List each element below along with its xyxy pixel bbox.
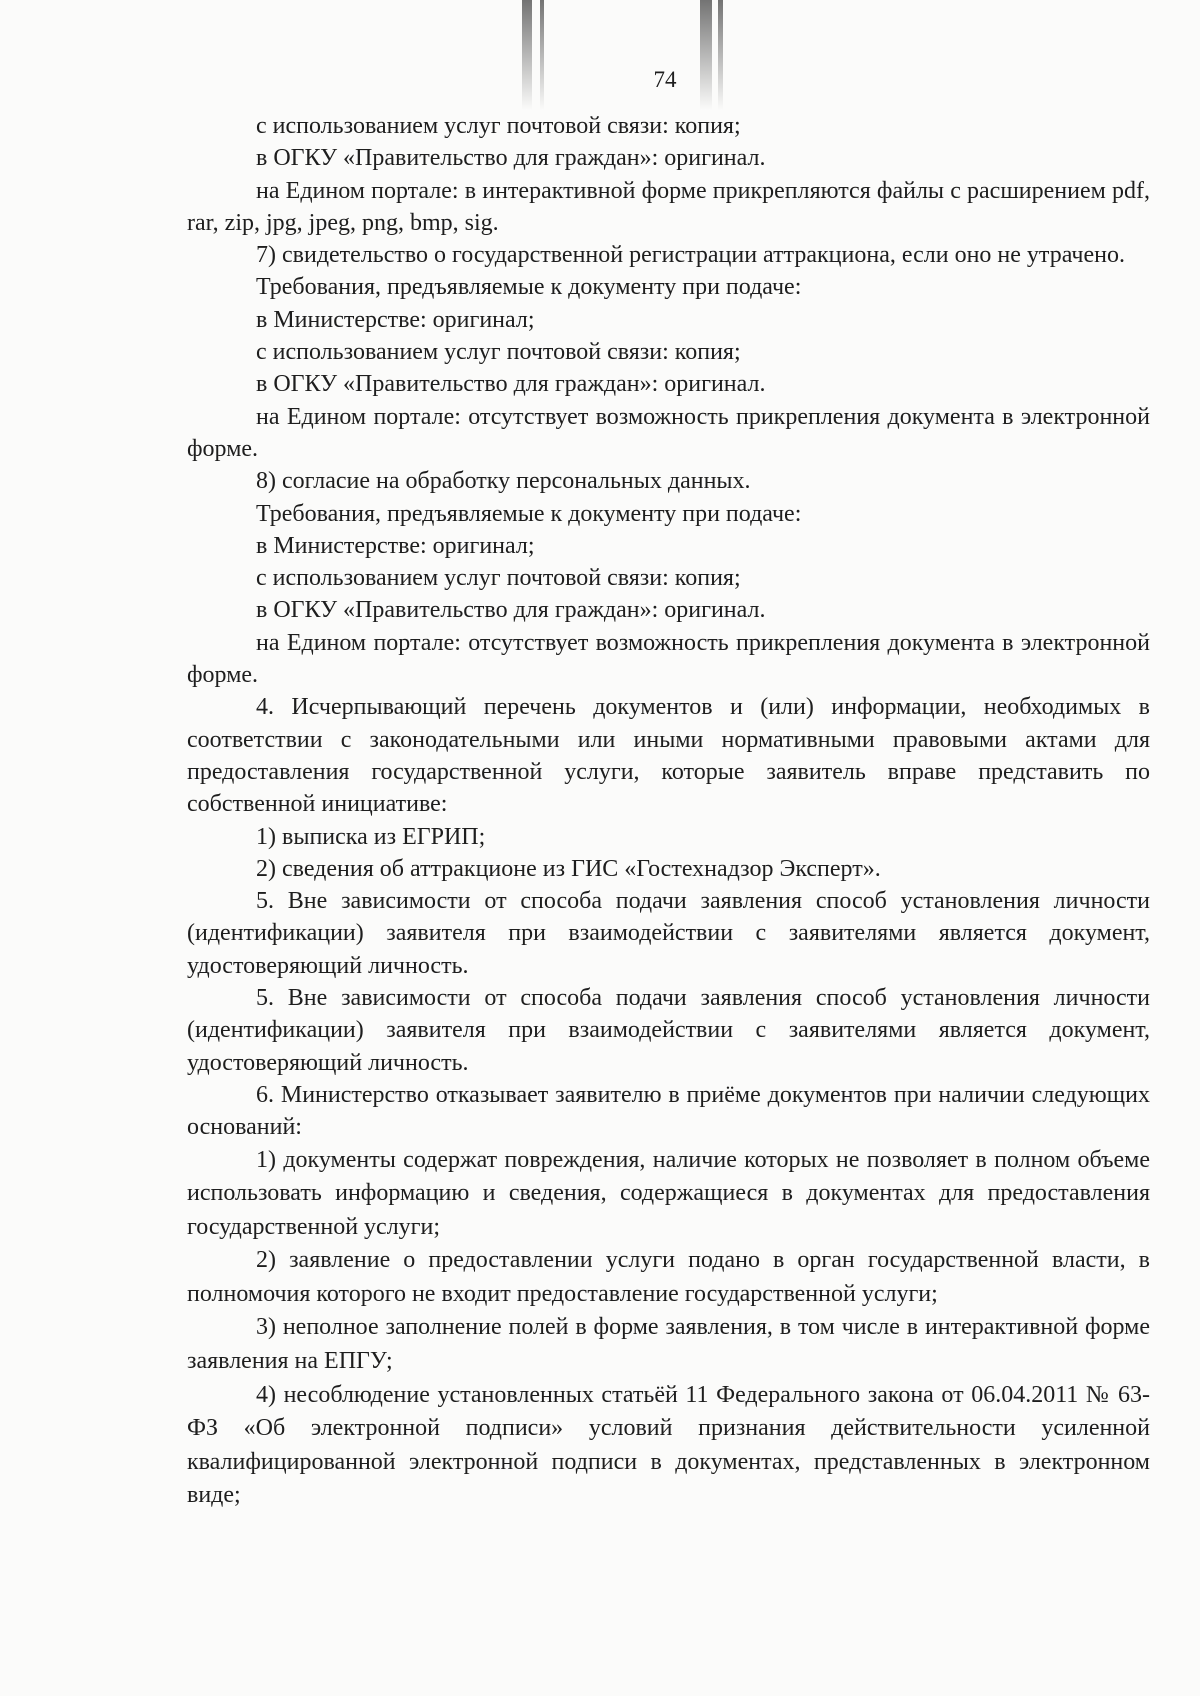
paragraph: 1) документы содержат повреждения, наличие которых не позволяет в полном объеме использовать информацию и сведения, содержащиеся в документах для предоставления государственной услуги; — [187, 1146, 1150, 1240]
paragraph: Требования, предъявляемые к документу при подаче: — [256, 274, 802, 301]
paragraph: 3) неполное заполнение полей в форме заявления, в том числе в интерактивной форме заявления на ЕПГУ; — [187, 1314, 1150, 1375]
paragraph: в ОГКУ «Правительство для граждан»: оригинал. — [256, 371, 766, 398]
paragraph: 2) сведения об аттракционе из ГИС «Гостехнадзор Эксперт». — [256, 855, 881, 882]
paragraph: 2) заявление о предоставлении услуги подано в орган государственной власти, в полномочия которого не входит предоставление государственной услуги; — [187, 1247, 1150, 1307]
paragraph: 7) свидетельство о государственной регистрации аттракциона, если оно не утрачено. — [256, 242, 1125, 269]
paragraph: с использованием услуг почтовой связи: копия; — [256, 565, 741, 592]
paragraph: 6. Министерство отказывает заявителю в приёме документов при наличии следующих оснований: — [187, 1081, 1150, 1141]
paragraph: с использованием услуг почтовой связи: копия; — [256, 113, 741, 139]
paragraph: на Едином портале: отсутствует возможность прикрепления документа в электронной форме. — [187, 629, 1150, 689]
paragraph: 1) выписка из ЕГРИП; — [256, 823, 486, 850]
paragraph: на Едином портале: отсутствует возможность прикрепления документа в электронной форме. — [187, 403, 1150, 462]
paragraph: на Едином портале: в интерактивной форме прикрепляются файлы с расширением pdf, rar, zip, jpg, jpeg, png, bmp, sig. — [187, 177, 1150, 236]
paragraph: в Министерстве: оригинал; — [256, 532, 535, 559]
paragraph: в ОГКУ «Правительство для граждан»: оригинал. — [256, 597, 766, 624]
paragraph: в ОГКУ «Правительство для граждан»: оригинал. — [256, 145, 766, 172]
paragraph: 8) согласие на обработку персональных данных. — [256, 468, 751, 495]
paragraph: 4. Исчерпывающий перечень документов и (или) информации, необходимых в соответствии с законодательными или иными нормативными правовыми актами для предоставления государственной услуги, которые заявитель вправе представить по собственной инициативе: — [187, 694, 1150, 818]
paragraph: 4) несоблюдение установленных статьёй 11 Федерального закона от 06.04.2011 № 63-ФЗ «Об электронной подписи» условий признания действительности усиленной квалифицированной электронной подписи в документах, представленных в электронном виде; — [187, 1381, 1150, 1509]
paragraph: 5. Вне зависимости от способа подачи заявления способ установления личности (идентификации) заявителя при взаимодействии с заявителями является документ, удостоверяющий личность. — [187, 985, 1150, 1076]
paragraph: в Министерстве: оригинал; — [256, 306, 535, 333]
page-number: 74 — [653, 67, 677, 92]
paragraph: Требования, предъявляемые к документу при подаче: — [256, 500, 802, 527]
paragraph: 5. Вне зависимости от способа подачи заявления способ установления личности (идентификации) заявителя при взаимодействии с заявителями является документ, удостоверяющий личность. — [187, 888, 1150, 979]
document-body — [187, 110, 1150, 1513]
paragraph: с использованием услуг почтовой связи: копия; — [256, 339, 741, 366]
